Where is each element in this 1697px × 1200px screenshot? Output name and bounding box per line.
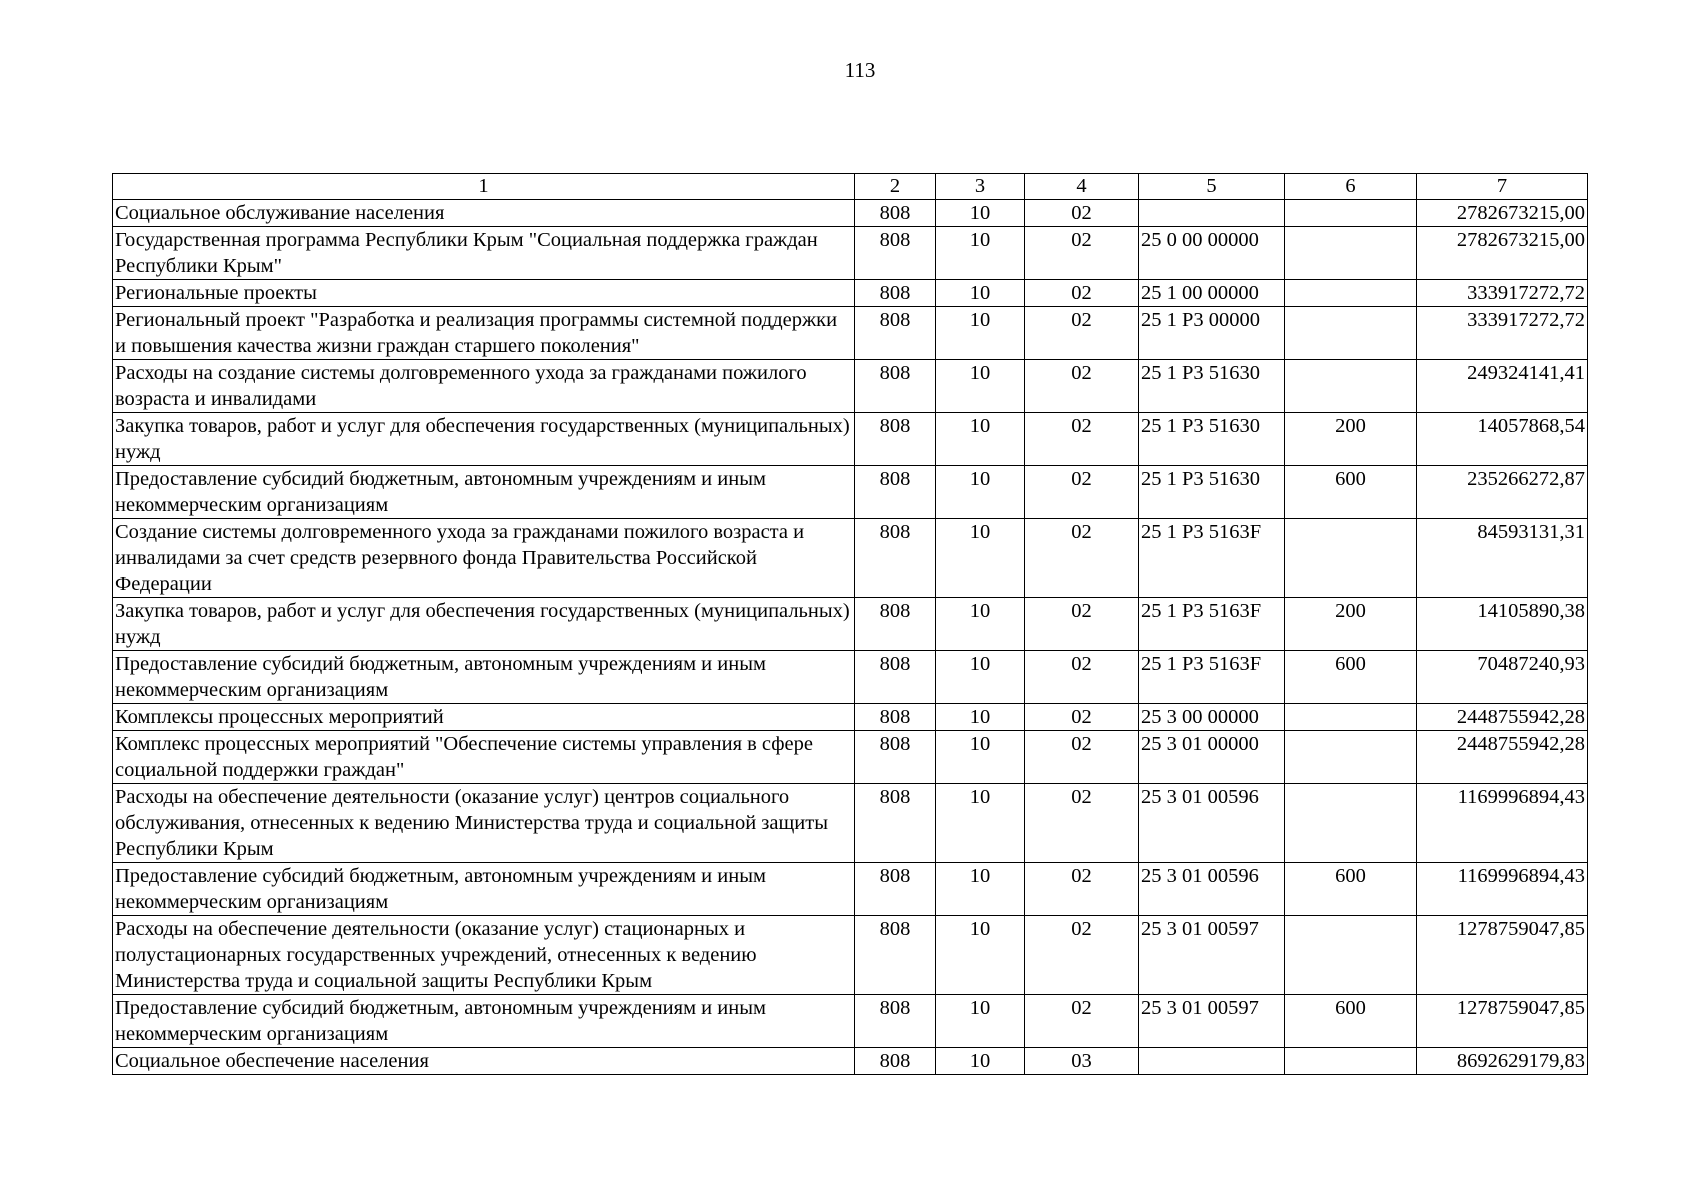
row-name-cell: Государственная программа Республики Крым "Социальная поддержка граждан Республики Крым" xyxy=(113,227,855,280)
table-row xyxy=(113,1048,1588,1075)
subsection-code-cell: 03 xyxy=(1025,1048,1139,1075)
amount-cell: 1169996894,43 xyxy=(1417,863,1588,916)
table-row xyxy=(113,200,1588,227)
ministry-code-cell: 808 xyxy=(855,651,936,704)
subsection-code-cell: 02 xyxy=(1025,227,1139,280)
table-row xyxy=(113,704,1588,731)
section-code-cell: 10 xyxy=(936,863,1025,916)
header-cell: 6 xyxy=(1285,174,1417,200)
target-article-cell: 25 1 00 00000 xyxy=(1139,280,1285,307)
section-code-cell: 10 xyxy=(936,784,1025,863)
row-name-cell: Социальное обеспечение населения xyxy=(113,1048,855,1075)
table-body xyxy=(113,200,1588,1075)
header-cell: 2 xyxy=(855,174,936,200)
page-number: 113 xyxy=(844,58,876,82)
subsection-code-cell: 02 xyxy=(1025,280,1139,307)
target-article-cell: 25 0 00 00000 xyxy=(1139,227,1285,280)
amount-cell: 1278759047,85 xyxy=(1417,916,1588,995)
table-row xyxy=(113,413,1588,466)
ministry-code-cell: 808 xyxy=(855,784,936,863)
header-cell: 5 xyxy=(1139,174,1285,200)
section-code-cell: 10 xyxy=(936,704,1025,731)
section-code-cell: 10 xyxy=(936,466,1025,519)
row-name-cell: Региональный проект "Разработка и реализация программы системной поддержки и повышения качества жизни граждан старшего поколения" xyxy=(113,307,855,360)
target-article-cell: 25 1 Р3 5163F xyxy=(1139,598,1285,651)
amount-cell: 14057868,54 xyxy=(1417,413,1588,466)
section-code-cell: 10 xyxy=(936,598,1025,651)
ministry-code-cell: 808 xyxy=(855,731,936,784)
row-name-cell: Расходы на обеспечение деятельности (оказание услуг) стационарных и полустационарных государственных учреждений, отнесенных к ведению Министерства труда и социальной защиты Республики Крым xyxy=(113,916,855,995)
ministry-code-cell: 808 xyxy=(855,307,936,360)
row-name-cell: Предоставление субсидий бюджетным, автономным учреждениям и иным некоммерческим организациям xyxy=(113,863,855,916)
expense-type-cell: 200 xyxy=(1285,413,1417,466)
amount-cell: 1169996894,43 xyxy=(1417,784,1588,863)
header-cell: 4 xyxy=(1025,174,1139,200)
table-row xyxy=(113,227,1588,280)
expense-type-cell xyxy=(1285,784,1417,863)
target-article-cell: 25 1 Р3 00000 xyxy=(1139,307,1285,360)
ministry-code-cell: 808 xyxy=(855,704,936,731)
row-name-cell: Создание системы долговременного ухода за гражданами пожилого возраста и инвалидами за счет средств резервного фонда Правительства Российской Федерации xyxy=(113,519,855,598)
row-name-cell: Региональные проекты xyxy=(113,280,855,307)
amount-cell: 2782673215,00 xyxy=(1417,227,1588,280)
target-article-cell: 25 3 01 00597 xyxy=(1139,916,1285,995)
expense-type-cell xyxy=(1285,360,1417,413)
subsection-code-cell: 02 xyxy=(1025,519,1139,598)
subsection-code-cell: 02 xyxy=(1025,466,1139,519)
subsection-code-cell: 02 xyxy=(1025,916,1139,995)
amount-cell: 235266272,87 xyxy=(1417,466,1588,519)
target-article-cell: 25 3 00 00000 xyxy=(1139,704,1285,731)
amount-cell: 8692629179,83 xyxy=(1417,1048,1588,1075)
target-article-cell: 25 1 Р3 5163F xyxy=(1139,651,1285,704)
ministry-code-cell: 808 xyxy=(855,200,936,227)
row-name-cell: Предоставление субсидий бюджетным, автономным учреждениям и иным некоммерческим организациям xyxy=(113,995,855,1048)
table-row xyxy=(113,360,1588,413)
header-cell: 3 xyxy=(936,174,1025,200)
ministry-code-cell: 808 xyxy=(855,598,936,651)
section-code-cell: 10 xyxy=(936,307,1025,360)
expense-type-cell: 600 xyxy=(1285,466,1417,519)
target-article-cell: 25 1 Р3 51630 xyxy=(1139,413,1285,466)
amount-cell: 70487240,93 xyxy=(1417,651,1588,704)
expense-type-cell xyxy=(1285,731,1417,784)
ministry-code-cell: 808 xyxy=(855,995,936,1048)
target-article-cell: 25 3 01 00000 xyxy=(1139,731,1285,784)
subsection-code-cell: 02 xyxy=(1025,360,1139,413)
target-article-cell xyxy=(1139,1048,1285,1075)
expense-type-cell xyxy=(1285,307,1417,360)
section-code-cell: 10 xyxy=(936,1048,1025,1075)
amount-cell: 333917272,72 xyxy=(1417,307,1588,360)
section-code-cell: 10 xyxy=(936,200,1025,227)
table-row xyxy=(113,784,1588,863)
ministry-code-cell: 808 xyxy=(855,280,936,307)
ministry-code-cell: 808 xyxy=(855,519,936,598)
amount-cell: 2782673215,00 xyxy=(1417,200,1588,227)
ministry-code-cell: 808 xyxy=(855,227,936,280)
table-row xyxy=(113,916,1588,995)
table-row xyxy=(113,519,1588,598)
table-row xyxy=(113,466,1588,519)
amount-cell: 333917272,72 xyxy=(1417,280,1588,307)
section-code-cell: 10 xyxy=(936,413,1025,466)
target-article-cell: 25 1 Р3 51630 xyxy=(1139,466,1285,519)
table-row xyxy=(113,280,1588,307)
section-code-cell: 10 xyxy=(936,519,1025,598)
section-code-cell: 10 xyxy=(936,651,1025,704)
subsection-code-cell: 02 xyxy=(1025,731,1139,784)
section-code-cell: 10 xyxy=(936,227,1025,280)
subsection-code-cell: 02 xyxy=(1025,307,1139,360)
ministry-code-cell: 808 xyxy=(855,360,936,413)
ministry-code-cell: 808 xyxy=(855,1048,936,1075)
table-row xyxy=(113,731,1588,784)
subsection-code-cell: 02 xyxy=(1025,651,1139,704)
row-name-cell: Расходы на обеспечение деятельности (оказание услуг) центров социального обслуживания, отнесенных к ведению Министерства труда и социальной защиты Республики Крым xyxy=(113,784,855,863)
amount-cell: 249324141,41 xyxy=(1417,360,1588,413)
row-name-cell: Предоставление субсидий бюджетным, автономным учреждениям и иным некоммерческим организациям xyxy=(113,466,855,519)
section-code-cell: 10 xyxy=(936,731,1025,784)
ministry-code-cell: 808 xyxy=(855,466,936,519)
header-row xyxy=(113,174,1588,200)
section-code-cell: 10 xyxy=(936,995,1025,1048)
amount-cell: 2448755942,28 xyxy=(1417,704,1588,731)
ministry-code-cell: 808 xyxy=(855,863,936,916)
expense-type-cell xyxy=(1285,519,1417,598)
header-cell: 7 xyxy=(1417,174,1588,200)
subsection-code-cell: 02 xyxy=(1025,200,1139,227)
subsection-code-cell: 02 xyxy=(1025,784,1139,863)
target-article-cell: 25 3 01 00597 xyxy=(1139,995,1285,1048)
expense-type-cell: 200 xyxy=(1285,598,1417,651)
target-article-cell: 25 3 01 00596 xyxy=(1139,784,1285,863)
amount-cell: 84593131,31 xyxy=(1417,519,1588,598)
table-row xyxy=(113,598,1588,651)
table-row xyxy=(113,995,1588,1048)
row-name-cell: Закупка товаров, работ и услуг для обеспечения государственных (муниципальных) нужд xyxy=(113,598,855,651)
subsection-code-cell: 02 xyxy=(1025,863,1139,916)
table-row xyxy=(113,863,1588,916)
subsection-code-cell: 02 xyxy=(1025,995,1139,1048)
section-code-cell: 10 xyxy=(936,280,1025,307)
row-name-cell: Комплекс процессных мероприятий "Обеспечение системы управления в сфере социальной поддержки граждан" xyxy=(113,731,855,784)
expense-type-cell: 600 xyxy=(1285,863,1417,916)
expense-type-cell: 600 xyxy=(1285,995,1417,1048)
ministry-code-cell: 808 xyxy=(855,413,936,466)
subsection-code-cell: 02 xyxy=(1025,413,1139,466)
row-name-cell: Социальное обслуживание населения xyxy=(113,200,855,227)
amount-cell: 1278759047,85 xyxy=(1417,995,1588,1048)
header-cell: 1 xyxy=(113,174,855,200)
row-name-cell: Предоставление субсидий бюджетным, автономным учреждениям и иным некоммерческим организациям xyxy=(113,651,855,704)
ministry-code-cell: 808 xyxy=(855,916,936,995)
table-row xyxy=(113,307,1588,360)
expense-type-cell xyxy=(1285,916,1417,995)
target-article-cell xyxy=(1139,200,1285,227)
table-row xyxy=(113,651,1588,704)
target-article-cell: 25 1 Р3 51630 xyxy=(1139,360,1285,413)
expense-type-cell xyxy=(1285,1048,1417,1075)
target-article-cell: 25 1 Р3 5163F xyxy=(1139,519,1285,598)
amount-cell: 2448755942,28 xyxy=(1417,731,1588,784)
row-name-cell: Комплексы процессных мероприятий xyxy=(113,704,855,731)
expense-type-cell xyxy=(1285,704,1417,731)
subsection-code-cell: 02 xyxy=(1025,704,1139,731)
expense-type-cell xyxy=(1285,200,1417,227)
expense-type-cell xyxy=(1285,227,1417,280)
target-article-cell: 25 3 01 00596 xyxy=(1139,863,1285,916)
amount-cell: 14105890,38 xyxy=(1417,598,1588,651)
row-name-cell: Расходы на создание системы долговременного ухода за гражданами пожилого возраста и инвалидами xyxy=(113,360,855,413)
expense-type-cell: 600 xyxy=(1285,651,1417,704)
subsection-code-cell: 02 xyxy=(1025,598,1139,651)
budget-table xyxy=(112,173,1588,1075)
row-name-cell: Закупка товаров, работ и услуг для обеспечения государственных (муниципальных) нужд xyxy=(113,413,855,466)
section-code-cell: 10 xyxy=(936,360,1025,413)
section-code-cell: 10 xyxy=(936,916,1025,995)
expense-type-cell xyxy=(1285,280,1417,307)
